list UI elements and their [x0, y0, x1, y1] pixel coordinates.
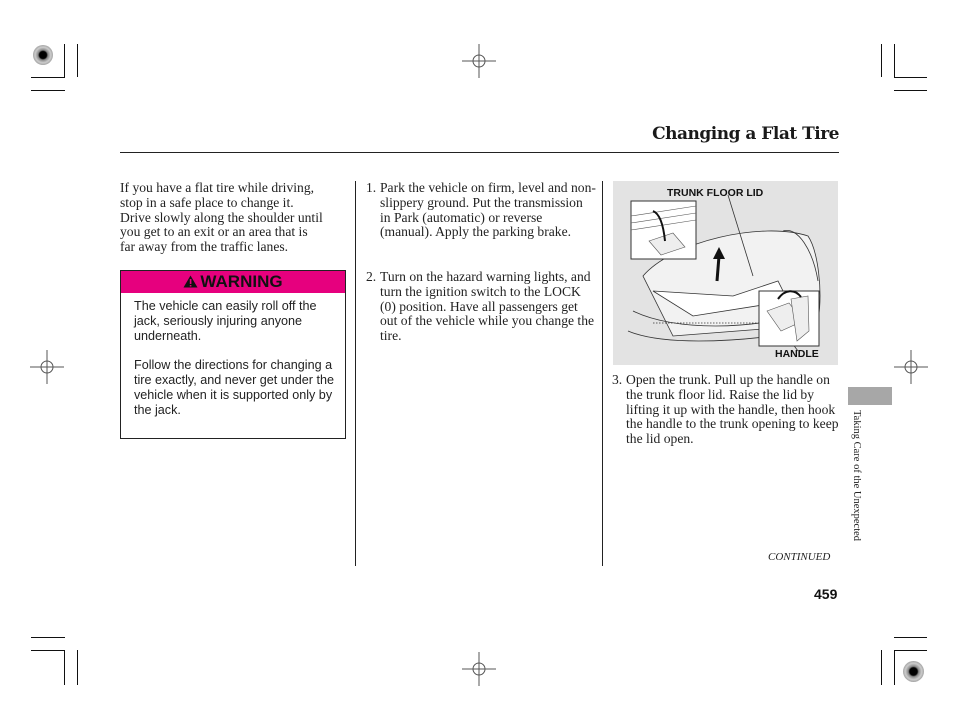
warning-triangle-icon [183, 275, 198, 288]
section-tab-label: Taking Care of the Unexpected [851, 410, 862, 542]
warning-body [121, 293, 345, 418]
crop-mark [64, 44, 65, 77]
trunk-drawing-icon [613, 181, 838, 365]
crop-mark [77, 650, 78, 685]
step-number: 1. [366, 180, 377, 195]
crop-mark [894, 650, 927, 651]
crop-mark [31, 637, 65, 638]
step-3 [612, 373, 842, 447]
warning-header [121, 271, 345, 293]
intro-line: Drive slowly along the shoulder until [120, 209, 323, 225]
crosshair-target-top [462, 44, 496, 78]
figure-label-trunk-floor-lid: TRUNK FLOOR LID [667, 187, 764, 199]
registration-mark-bottom-right [903, 661, 924, 682]
column-divider [355, 181, 356, 566]
section-tab [848, 387, 892, 405]
crosshair-target-bottom [462, 652, 496, 686]
crop-mark [881, 650, 882, 685]
intro-line: you get to an exit or an area that is [120, 224, 308, 240]
crop-mark [77, 44, 78, 77]
registration-mark-top-left [33, 45, 53, 65]
crosshair-target-left [30, 350, 64, 384]
crop-mark [894, 637, 927, 638]
intro-text [120, 181, 355, 255]
title-rule [120, 152, 839, 153]
step-2 [366, 270, 596, 344]
crop-mark [31, 77, 65, 78]
page-number: 459 [814, 586, 838, 602]
column-divider [602, 181, 603, 566]
crop-mark [31, 90, 65, 91]
step-1 [366, 181, 596, 240]
crop-mark [894, 90, 927, 91]
crosshair-target-right [894, 350, 928, 384]
crop-mark [881, 44, 882, 77]
continued-label: CONTINUED [768, 551, 831, 563]
warning-paragraph: The vehicle can easily roll off the jack, seriously injuring anyone underneath. [134, 299, 317, 343]
step-text: Turn on the hazard warning lights, and turn the ignition switch to the LOCK (0) position. Have all passengers get out of the vehicle while you change the tire. [380, 269, 595, 344]
page-title: Changing a Flat Tire [652, 124, 839, 144]
intro-line: If you have a flat tire while driving, [120, 180, 315, 195]
figure-label-handle: HANDLE [775, 348, 819, 360]
warning-label: WARNING [200, 272, 283, 291]
trunk-illustration [613, 181, 838, 365]
step-number: 2. [366, 269, 377, 284]
step-text: Park the vehicle on firm, level and non-slippery ground. Put the transmission in Park (automatic) or reverse (manual). Apply the parking brake. [380, 180, 596, 240]
crop-mark [894, 77, 927, 78]
step-text: Open the trunk. Pull up the handle on the trunk floor lid. Raise the lid by lifting it up with the handle, then hook the handle to the trunk opening to keep the lid open. [626, 372, 839, 447]
warning-paragraph: Follow the directions for changing a tire exactly, and never get under the vehicle when it is supported only by the jack. [134, 358, 334, 417]
warning-box [120, 270, 346, 439]
crop-mark [31, 650, 65, 651]
intro-line: far away from the traffic lanes. [120, 239, 289, 255]
step-number: 3. [612, 372, 623, 387]
crop-mark [894, 650, 895, 685]
crop-mark [894, 44, 895, 77]
intro-line: stop in a safe place to change it. [120, 194, 294, 210]
crop-mark [64, 650, 65, 685]
